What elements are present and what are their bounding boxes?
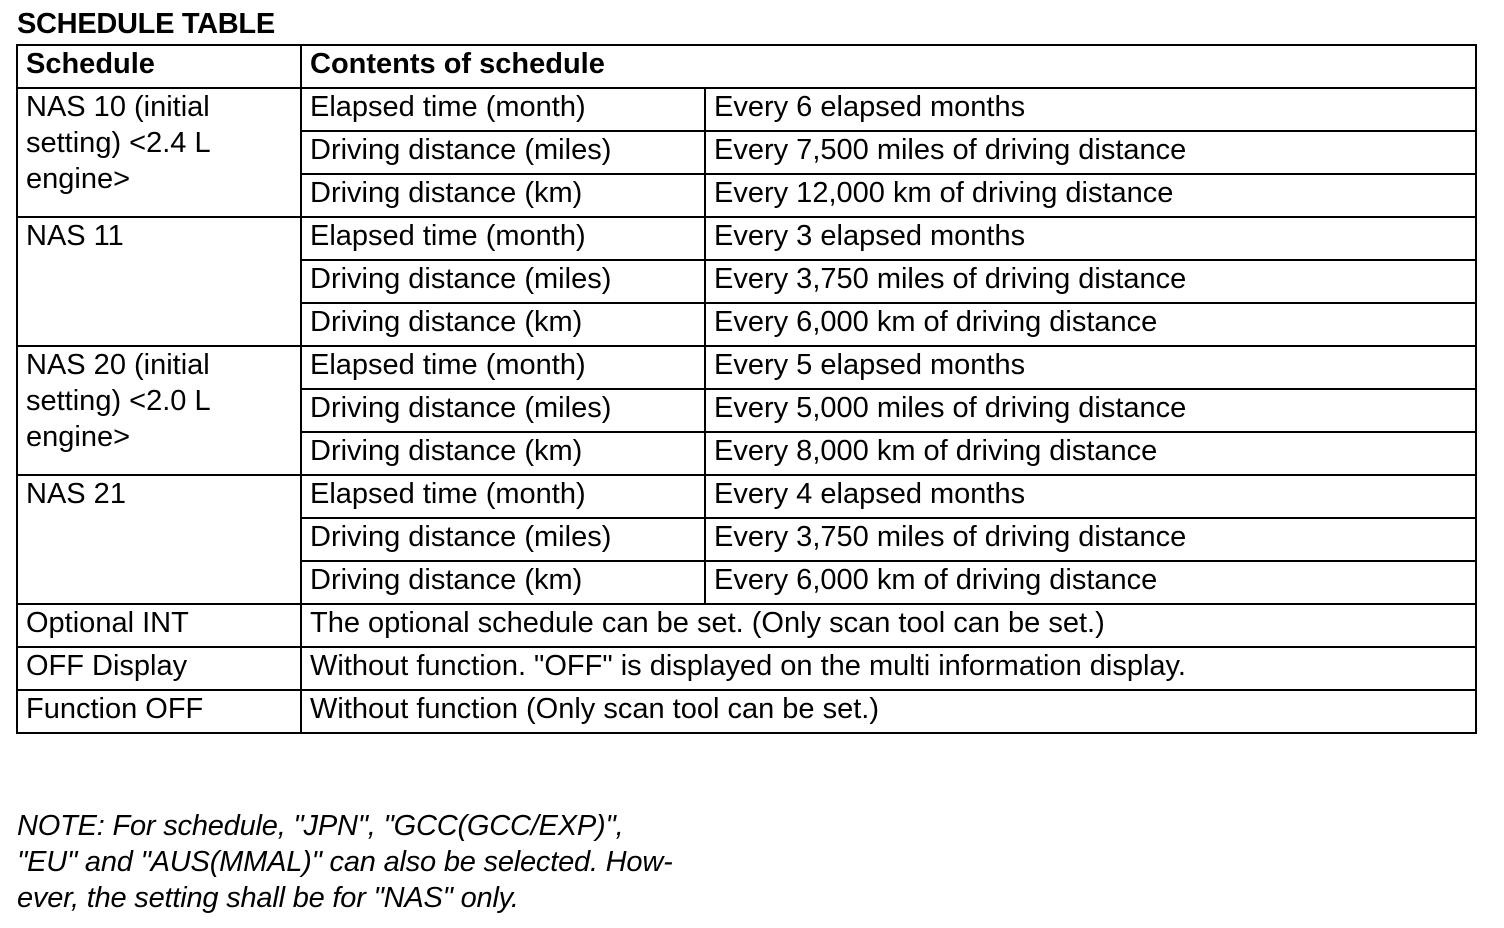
interval-cell: Every 6 elapsed months <box>705 88 1476 131</box>
interval-cell: Every 3 elapsed months <box>705 217 1476 260</box>
schedule-cell: OFF Display <box>17 647 301 690</box>
item-cell: Driving distance (km) <box>301 432 705 475</box>
contents-cell: Without function (Only scan tool can be set.) <box>301 690 1476 733</box>
item-cell: Driving distance (km) <box>301 174 705 217</box>
item-cell: Elapsed time (month) <box>301 475 705 518</box>
note-line: NOTE: For schedule, "JPN", "GCC(GCC/EXP)", <box>17 810 624 842</box>
item-cell: Driving distance (miles) <box>301 131 705 174</box>
schedule-line: engine> <box>26 163 131 195</box>
table-row <box>17 647 1476 690</box>
interval-cell: Every 7,500 miles of driving distance <box>705 131 1476 174</box>
interval-cell: Every 4 elapsed months <box>705 475 1476 518</box>
schedule-table <box>16 44 1477 734</box>
interval-cell: Every 3,750 miles of driving distance <box>705 260 1476 303</box>
interval-cell: Every 8,000 km of driving distance <box>705 432 1476 475</box>
interval-cell: Every 12,000 km of driving distance <box>705 174 1476 217</box>
schedule-cell <box>17 475 301 604</box>
schedule-cell <box>17 88 301 217</box>
contents-cell: Without function. "OFF" is displayed on the multi information display. <box>301 647 1476 690</box>
interval-cell: Every 5,000 miles of driving distance <box>705 389 1476 432</box>
column-header-schedule: Schedule <box>17 45 301 88</box>
interval-cell: Every 5 elapsed months <box>705 346 1476 389</box>
note-line: "EU" and "AUS(MMAL)" can also be selected. How- <box>17 846 673 878</box>
table-row <box>17 475 1476 518</box>
schedule-line: NAS 10 (initial <box>26 91 210 123</box>
item-cell: Driving distance (km) <box>301 303 705 346</box>
table-row <box>17 346 1476 389</box>
table-row <box>17 88 1476 131</box>
contents-cell: The optional schedule can be set. (Only scan tool can be set.) <box>301 604 1476 647</box>
item-cell: Driving distance (miles) <box>301 389 705 432</box>
note-line: ever, the setting shall be for "NAS" only. <box>17 882 519 914</box>
table-row <box>17 690 1476 733</box>
note <box>17 808 673 916</box>
schedule-cell <box>17 346 301 475</box>
schedule-cell: Optional INT <box>17 604 301 647</box>
schedule-cell: Function OFF <box>17 690 301 733</box>
table-row <box>17 604 1476 647</box>
schedule-cell <box>17 217 301 346</box>
item-cell: Elapsed time (month) <box>301 346 705 389</box>
table-header-row <box>17 45 1476 88</box>
schedule-line: NAS 21 <box>26 478 126 510</box>
column-header-contents: Contents of schedule <box>301 45 1476 88</box>
item-cell: Elapsed time (month) <box>301 88 705 131</box>
schedule-line: NAS 20 (initial <box>26 349 210 381</box>
item-cell: Driving distance (miles) <box>301 518 705 561</box>
item-cell: Driving distance (km) <box>301 561 705 604</box>
item-cell: Driving distance (miles) <box>301 260 705 303</box>
interval-cell: Every 6,000 km of driving distance <box>705 303 1476 346</box>
schedule-line: NAS 11 <box>26 220 124 252</box>
schedule-line: engine> <box>26 421 131 453</box>
table-row <box>17 217 1476 260</box>
interval-cell: Every 3,750 miles of driving distance <box>705 518 1476 561</box>
item-cell: Elapsed time (month) <box>301 217 705 260</box>
table-title: SCHEDULE TABLE <box>17 8 275 40</box>
interval-cell: Every 6,000 km of driving distance <box>705 561 1476 604</box>
schedule-line: setting) <2.0 L <box>26 385 211 417</box>
schedule-line: setting) <2.4 L <box>26 127 211 159</box>
